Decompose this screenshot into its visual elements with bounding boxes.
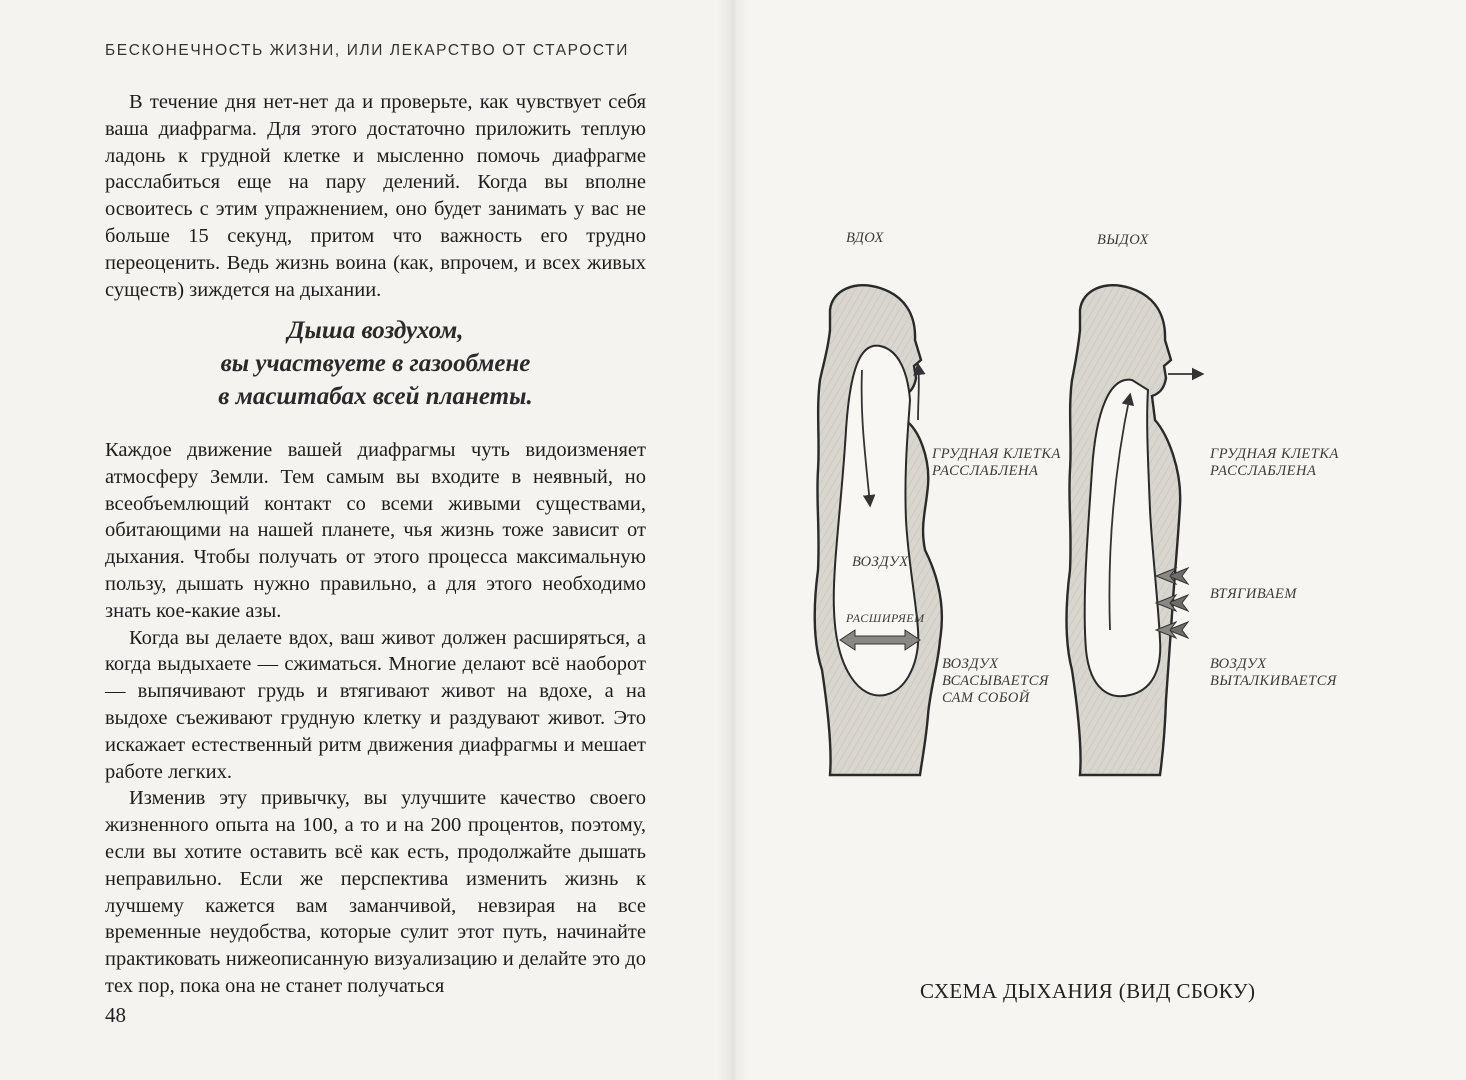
inhale-air-in-label: ВОЗДУХ ВСАСЫВАЕТСЯ САМ СОБОЙ <box>942 656 1049 706</box>
expand-label: РАСШИРЯЕМ <box>846 611 925 625</box>
pull-quote <box>105 314 646 413</box>
exhale-chest-label: ГРУДНАЯ КЛЕТКА РАССЛАБЛЕНА <box>1210 446 1339 479</box>
quote-line: Дыша воздухом, <box>287 317 464 344</box>
running-head: БЕСКОНЕЧНОСТЬ ЖИЗНИ, ИЛИ ЛЕКАРСТВО ОТ СТАРОСТИ <box>105 42 629 59</box>
text-block-top <box>105 89 646 303</box>
page-number: 48 <box>105 1003 126 1027</box>
inhale-title: ВДОХ <box>846 230 884 246</box>
inhale-body <box>815 285 942 775</box>
text-block-bottom <box>105 437 646 1000</box>
figure-caption: СХЕМА ДЫХАНИЯ (ВИД СБОКУ) <box>920 979 1256 1003</box>
paragraph: Изменив эту привычку, вы улучшите качество своего жизненного опыта на 100, а то и на 200 процентов, поэтому, если вы хотите оставить всё как есть, продолжайте дышать неправильно. Если же перспектива изменить жизнь к лучшему кажется вам заманчивой, невзирая на все временные неудобства, которые сулит этот путь, начинайте практиковать нижеописанную визуализацию и делайте это до тех пор, пока она не станет получаться <box>105 787 646 997</box>
breathing-diagram <box>790 270 1210 790</box>
exhale-body <box>1067 285 1203 775</box>
exhale-air-out-label: ВОЗДУХ ВЫТАЛКИВАЕТСЯ <box>1210 656 1337 689</box>
inhale-air-label: ВОЗДУХ <box>852 554 909 570</box>
paragraph: Когда вы делаете вдох, ваш живот должен расширяться, а когда выдыхаете — сжиматься. Многие делают всё наоборот — выпячивают грудь и втягивают живот на вдохе, а на выдохе съеживают грудную клетку и раздувают живот. Это искажает естественный ритм движения диафрагмы и мешает работе легких. <box>105 626 646 783</box>
paragraph: В течение дня нет-нет да и проверьте, как чувствует себя ваша диафрагма. Для этого достаточно приложить теплую ладонь к грудной клетке и мысленно помочь диафрагме расслабиться еще на пару делений. Когда вы вполне освоитесь с этим упражнением, оно будет занимать у вас не больше 15 секунд, притом что важность его трудно переоценить. Ведь жизнь воина (как, впрочем, и всех живых существ) зиждется на дыхании. <box>105 91 646 301</box>
inhale-chest-label: ГРУДНАЯ КЛЕТКА РАССЛАБЛЕНА <box>932 446 1061 479</box>
paragraph: Каждое движение вашей диафрагмы чуть видоизменяет атмосферу Земли. Тем самым вы входите в неявный, но всеобъемлющий контакт со всеми живыми существами, обитающими на нашей планете, чья жизнь тоже зависит от дыхания. Чтобы получать от этого процесса максимальную пользу, дышать нужно правильно, а для этого необходимо знать кое-какие азы. <box>105 439 646 622</box>
pull-in-label: ВТЯГИВАЕМ <box>1210 586 1297 602</box>
exhale-title: ВЫДОХ <box>1097 232 1149 248</box>
quote-line: в масштабах всей планеты. <box>218 383 533 410</box>
book-gutter <box>716 0 750 1080</box>
quote-line: вы участвуете в газообмене <box>220 350 531 377</box>
